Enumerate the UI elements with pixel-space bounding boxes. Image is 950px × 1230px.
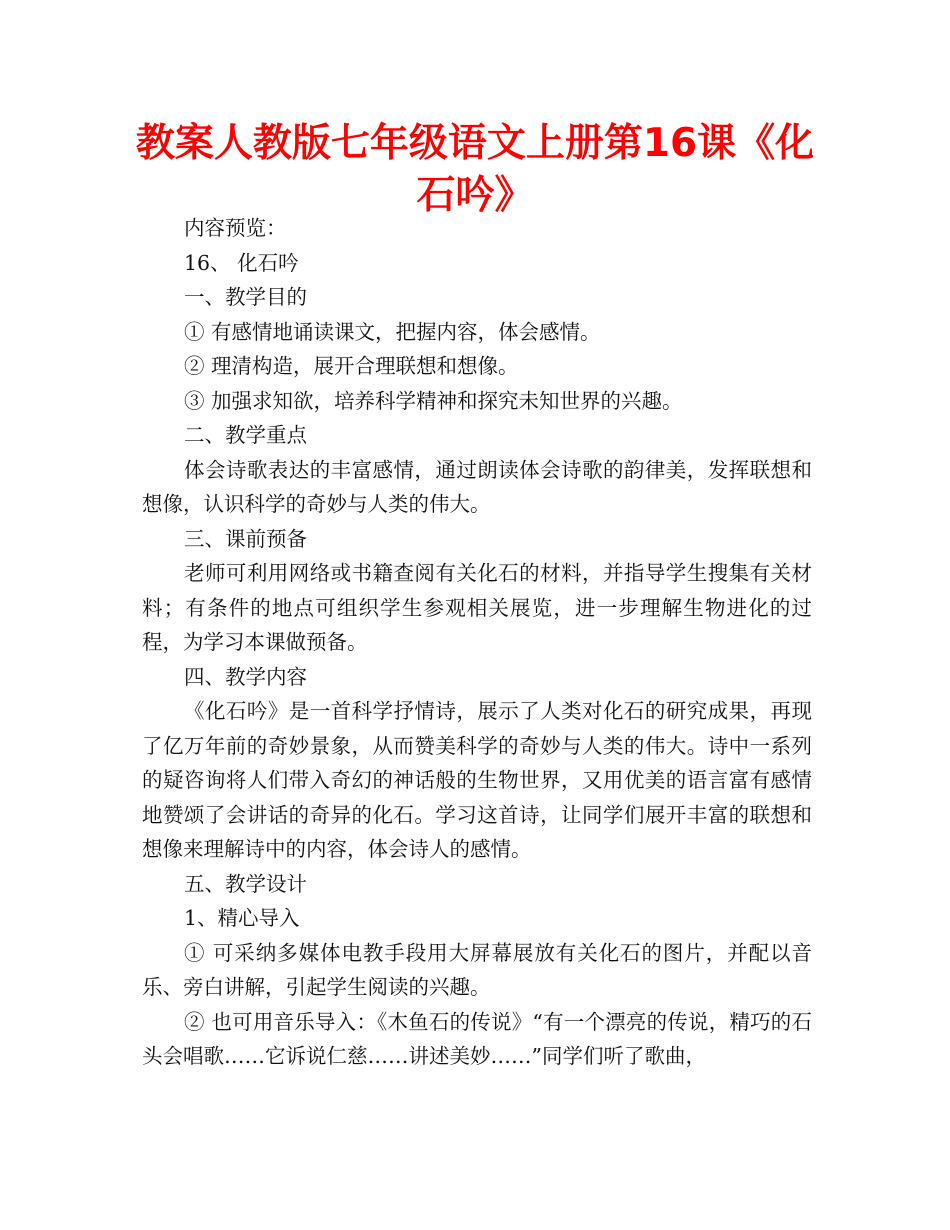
section-heading-focus: 二、教学重点: [184, 423, 307, 447]
section-heading-objectives: 一、教学目的: [184, 285, 307, 309]
objective-item-3: ③ 加强求知欲，培养科学精神和探究未知世界的兴趣。: [184, 388, 683, 413]
paragraph-content: 《化石吟》是一首科学抒情诗，展示了人类对化石的研究成果，再现了亿万年前的奇妙景象，从而赞美科学的奇妙与人类的伟大。诗中一系列的疑咨询将人们带入奇幻的神话般的生物世界，又用优美的语言富有感情地赞颂了会讲话的奇异的化石。学习这首诗，让同学们展开丰富的联想和想像来理解诗中的内容，体会诗人的感情。: [142, 699, 812, 861]
objective-item-2: ② 理清构造，展开合理联想和想像。: [184, 354, 519, 378]
subheading-introduction: 1、精心导入: [184, 906, 300, 930]
design-item-2: ② 也可用音乐导入：《木鱼石的传说》“有一个漂亮的传说，精巧的石头会唱歌……它诉说仁慈……讲述美妙……”同学们听了歌曲，: [142, 1009, 812, 1068]
paragraph-preparation: 老师可利用网络或书籍查阅有关化石的材料，并指导学生搜集有关材料；有条件的地点可组织学生参观相关展览，进一步理解生物进化的过程，为学习本课做预备。: [142, 561, 812, 654]
paragraph-preview-label: 内容预览：: [184, 216, 287, 240]
paragraph-lesson-number: 16、 化石吟: [184, 250, 299, 275]
section-heading-design: 五、教学设计: [184, 871, 307, 896]
document-title: 教案人教版七年级语文上册第16课《化石吟》: [135, 121, 815, 218]
objective-item-1: ① 有感情地诵读课文，把握内容，体会感情。: [184, 319, 601, 344]
document-body: [142, 211, 812, 1074]
paragraph-focus: 体会诗歌表达的丰富感情，通过朗读体会诗歌的韵律美，发挥联想和想像，认识科学的奇妙与人类的伟大。: [142, 457, 812, 516]
section-heading-content: 四、教学内容: [184, 664, 307, 689]
design-item-1: ① 可采纳多媒体电教手段用大屏幕展放有关化石的图片，并配以音乐、旁白讲解，引起学生阅读的兴趣。: [142, 940, 812, 999]
section-heading-preparation: 三、课前预备: [184, 526, 307, 551]
